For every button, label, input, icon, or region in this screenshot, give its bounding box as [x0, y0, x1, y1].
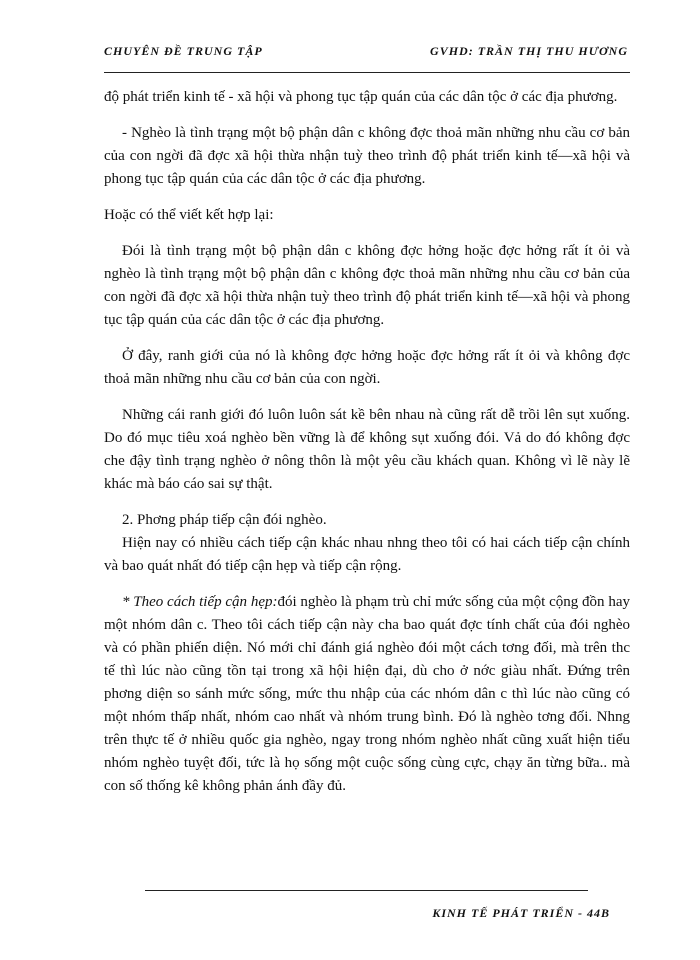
footer-label: KINH TẾ PHÁT TRIỂN - 44B: [432, 906, 610, 920]
paragraph: độ phát triển kinh tế - xã hội và phong tục tập quán của các dân tộc ở các địa phương.: [104, 89, 618, 105]
paragraph: Hoặc có thể viết kết hợp lại:: [104, 207, 274, 223]
paragraph: Đói là tình trạng một bộ phận dân c không đợc hởng hoặc đợc hởng rất ít ỏi và nghèo là tình trạng một bộ phận dân c không đợc thoả mãn những nhu cầu cơ bản của con ngời đã đợc xã hội thừa nhận tuỳ theo trình độ phát triển kinh tế—xã hội và phong tục tập quán của các dân tộc ở các địa phương.: [104, 243, 630, 328]
header-right-title: GVHD: TRẦN THỊ THU HƯƠNG: [430, 44, 628, 58]
paragraph-approach-narrow: [104, 591, 630, 798]
paragraph: - Nghèo là tình trạng một bộ phận dân c không đợc thoả mãn những nhu cầu cơ bản của con ngời đã đợc xã hội thừa nhận tuỳ theo trình độ phát triển kinh tế—xã hội và phong tục tập quán của các dân tộc ở các địa phương.: [104, 125, 630, 187]
footer-divider: [145, 890, 588, 891]
header-left-title: CHUYÊN ĐỀ TRUNG TẬP: [104, 44, 263, 58]
paragraph-lead: * Theo cách tiếp cận hẹp:: [122, 594, 278, 610]
paragraph: Những cái ranh giới đó luôn luôn sát kề bên nhau nà cũng rất dễ trồi lên sụt xuống. Do đó mục tiêu xoá nghèo bền vững là để không sụt xuống đói. Vả do đó không đợc che đậy tình trạng nghèo ở nông thôn là một yêu cầu khách quan. Không vì lẽ này lẽ khác mà báo cáo sai sự thật.: [104, 407, 630, 492]
paragraph-rest: đói nghèo là phạm trù chỉ mức sống của một cộng đồn hay một nhóm dân c. Theo tôi cách tiếp cận này cha bao quát đợc tính chất của đói nghèo và có phần phiến diện. Nó mới chỉ đánh giá nghèo đói một cách tơng đối, mà trên thc tế thì lúc nào cũng tồn tại trong xã hội hiện đại, dù cho ở nớc giàu nhất. Đứng trên phơng diện so sánh mức sống, mức thu nhập của các nhóm dân c thì lúc nào cũng có một nhóm thấp nhất, nhóm cao nhất và nhóm trung bình. Đó là nghèo tơng đối. Nhng trên thực tế ở nhiều quốc gia nghèo, ngay trong nhóm nghèo nhất cũng xuất hiện tiểu nhóm nghèo tuyệt đối, tức là họ sống một cuộc sống cùng cực, chạy ăn từng bữa.. mà con số thống kê không phản ánh đầy đủ.: [104, 594, 630, 794]
header-divider: [104, 72, 630, 73]
paragraph: Hiện nay có nhiều cách tiếp cận khác nhau nhng theo tôi có hai cách tiếp cận chính và bao quát nhất đó tiếp cận hẹp và tiếp cận rộng.: [104, 535, 630, 574]
paragraph: Ở đây, ranh giới của nó là không đợc hởng hoặc đợc hởng rất ít ỏi và không đợc thoả mãn những nhu cầu cơ bản của con ngời.: [104, 348, 630, 387]
document-body: [104, 86, 630, 811]
section-heading: 2. Phơng pháp tiếp cận đói nghèo.: [122, 512, 327, 528]
